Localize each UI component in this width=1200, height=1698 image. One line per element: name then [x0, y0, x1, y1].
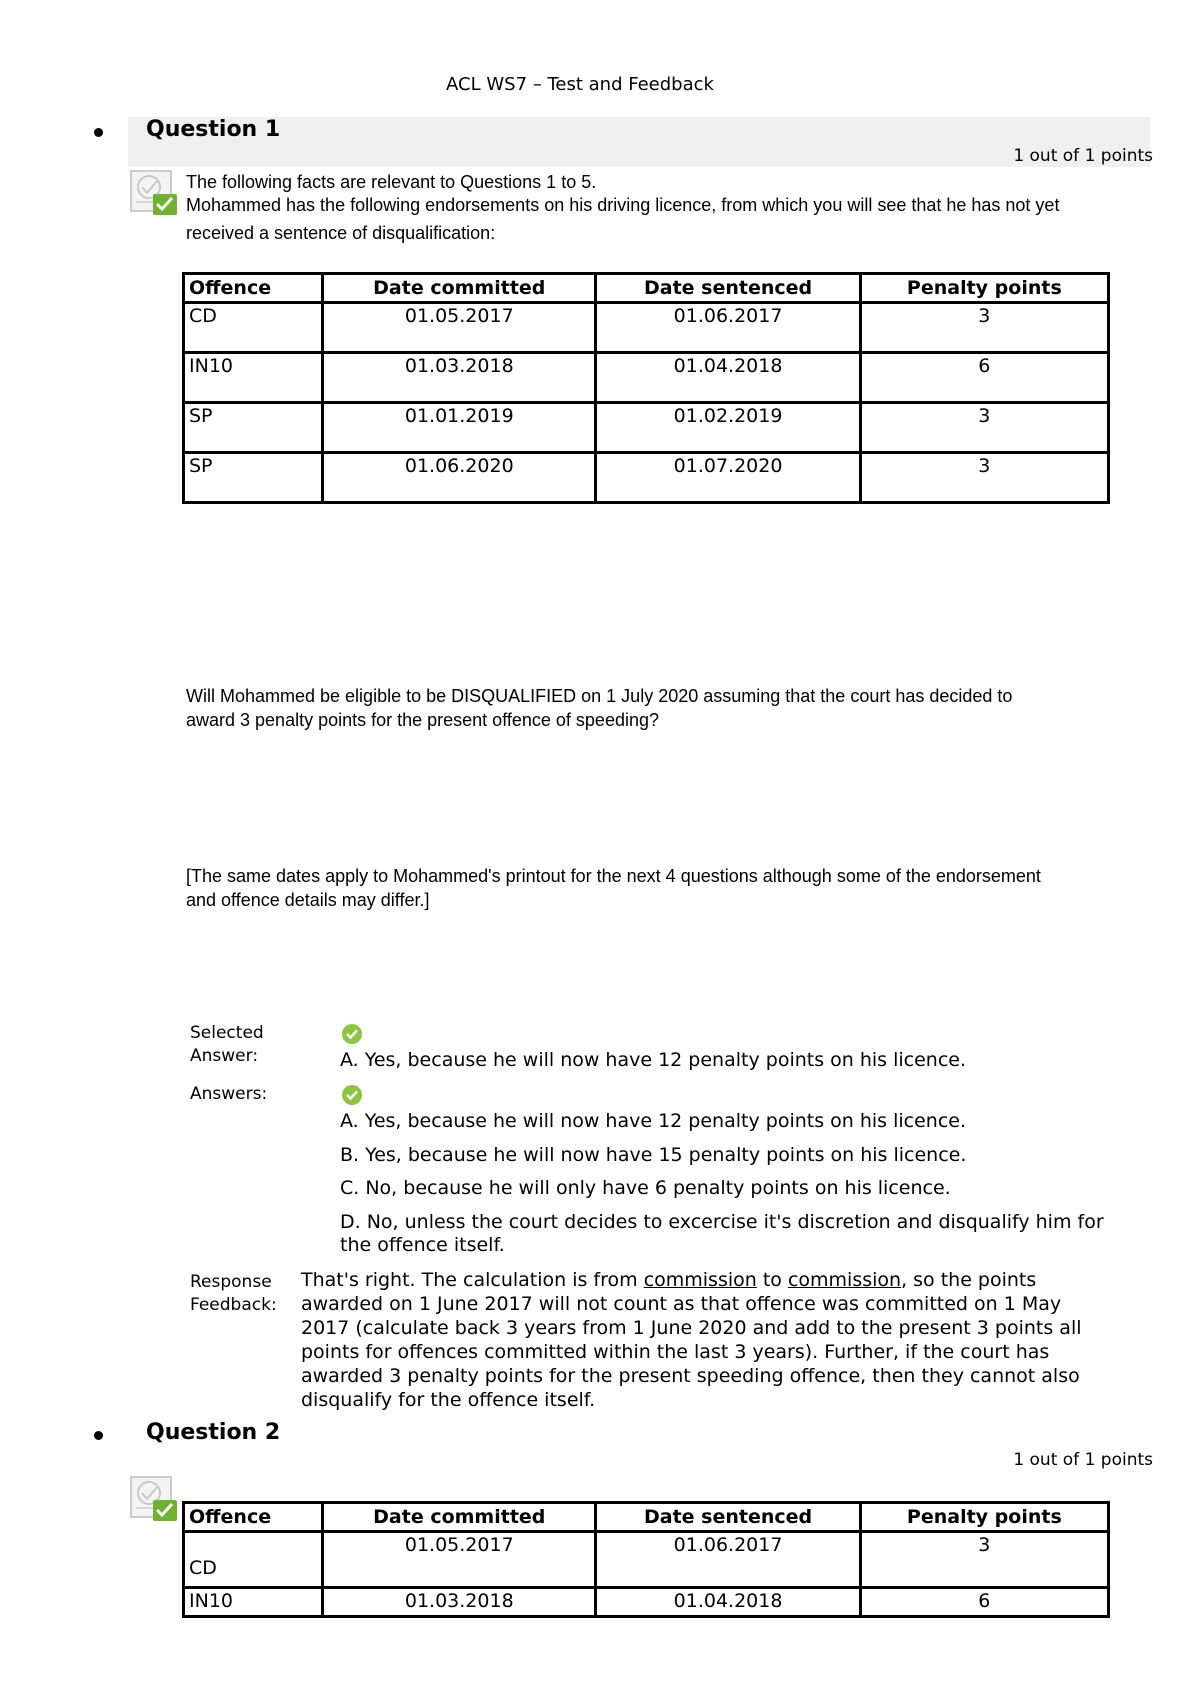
selected-answer-label-1: Selected: [190, 1023, 264, 1043]
table-cell: 6: [860, 353, 1108, 403]
table-cell: 6: [860, 1588, 1108, 1617]
endorsements-table: [182, 272, 1110, 504]
table-cell: 3: [860, 453, 1108, 503]
answer-option-c: C. No, because he will only have 6 penalty points on his licence.: [340, 1177, 951, 1199]
table-cell: IN10: [184, 1588, 323, 1617]
feedback-line: awarded on 1 June 2017 will not count as that offence was committed on 1 May: [301, 1293, 1062, 1315]
answer-option-d-continued: the offence itself.: [340, 1234, 505, 1256]
bullet: [94, 1431, 103, 1440]
feedback-text: to: [756, 1269, 788, 1291]
column-header: Date committed: [323, 274, 596, 303]
table-row: [184, 453, 1109, 503]
table-cell: 01.03.2018: [323, 1588, 596, 1617]
table-cell: CD: [184, 1532, 323, 1588]
answer-option-a: A. Yes, because he will now have 12 penalty points on his licence.: [340, 1110, 967, 1132]
feedback-label-2: Feedback:: [190, 1295, 277, 1315]
table-cell: 01.06.2017: [596, 1532, 860, 1588]
feedback-emphasis: commission: [643, 1269, 757, 1291]
answer-option-b: B. Yes, because he will now have 15 penalty points on his licence.: [340, 1144, 967, 1166]
table-cell: 3: [860, 303, 1108, 353]
table-cell: 01.05.2017: [323, 303, 596, 353]
feedback-text: That's right. The calculation is from: [301, 1269, 644, 1291]
table-cell: 01.02.2019: [596, 403, 860, 453]
feedback-emphasis: commission: [787, 1269, 902, 1291]
table-cell: CD: [184, 303, 323, 353]
table-cell: 01.06.2017: [596, 303, 860, 353]
table-header-row: [184, 1503, 1109, 1532]
table-cell: SP: [184, 403, 323, 453]
table-row: [184, 1532, 1109, 1588]
column-header: Penalty points: [860, 274, 1108, 303]
endorsements-table-q2: [182, 1501, 1110, 1618]
column-header: Date sentenced: [596, 1503, 860, 1532]
feedback-text: , so the points: [901, 1269, 1037, 1291]
question-2-title: Question 2: [146, 1420, 281, 1445]
table-cell: 01.05.2017: [323, 1532, 596, 1588]
table-cell: 01.01.2019: [323, 403, 596, 453]
answers-label: Answers:: [190, 1084, 268, 1104]
table-cell: 01.04.2018: [596, 1588, 860, 1617]
feedback-label-1: Response: [190, 1272, 272, 1292]
intro-text-1: The following facts are relevant to Questions 1 to 5.: [186, 172, 597, 192]
correct-check-icon: [342, 1085, 362, 1105]
question-text-2: award 3 penalty points for the present offence of speeding?: [186, 710, 659, 730]
graded-correct-icon: [130, 170, 178, 216]
table-cell: SP: [184, 453, 323, 503]
question-1-points: 1 out of 1 points: [1013, 146, 1153, 166]
column-header: Date committed: [323, 1503, 596, 1532]
column-header: Offence: [184, 274, 323, 303]
question-text-1: Will Mohammed be eligible to be DISQUALIFIED on 1 July 2020 assuming that the court has decided to: [186, 686, 1013, 706]
graded-correct-icon: [130, 1476, 178, 1522]
feedback-line: points for offences committed within the last 3 years). Further, if the court has: [301, 1341, 1050, 1363]
column-header: Penalty points: [860, 1503, 1108, 1532]
table-row: [184, 303, 1109, 353]
table-cell: 01.03.2018: [323, 353, 596, 403]
column-header: Offence: [184, 1503, 323, 1532]
table-row: [184, 403, 1109, 453]
table-row: [184, 353, 1109, 403]
selected-answer-text: A. Yes, because he will now have 12 penalty points on his licence.: [340, 1049, 967, 1071]
selected-answer-label-2: Answer:: [190, 1046, 259, 1066]
response-feedback: [301, 1268, 1131, 1412]
table-cell: 3: [860, 403, 1108, 453]
question-1-title: Question 1: [146, 117, 281, 142]
correct-check-icon: [342, 1024, 362, 1044]
table-header-row: [184, 274, 1109, 303]
feedback-line: disqualify for the offence itself.: [301, 1389, 596, 1411]
document-title: ACL WS7 – Test and Feedback: [446, 74, 714, 95]
column-header: Date sentenced: [596, 274, 860, 303]
answer-option-d: D. No, unless the court decides to excercise it's discretion and disqualify him for: [340, 1211, 1104, 1233]
intro-text-2: Mohammed has the following endorsements on his driving licence, from which you will see that he has not yet: [186, 195, 1060, 215]
table-row: [184, 1588, 1109, 1617]
table-cell: 01.07.2020: [596, 453, 860, 503]
bullet: [94, 128, 103, 137]
feedback-line: awarded 3 penalty points for the present speeding offence, then they cannot also: [301, 1365, 1080, 1387]
feedback-line: [301, 1268, 1131, 1292]
table-cell: 3: [860, 1532, 1108, 1588]
note-text-2: and offence details may differ.]: [186, 890, 430, 910]
question-2-points: 1 out of 1 points: [1013, 1450, 1153, 1470]
feedback-line: 2017 (calculate back 3 years from 1 June 2020 and add to the present 3 points all: [301, 1317, 1082, 1339]
table-cell: 01.06.2020: [323, 453, 596, 503]
table-cell: 01.04.2018: [596, 353, 860, 403]
table-cell: IN10: [184, 353, 323, 403]
intro-text-3: received a sentence of disqualification:: [186, 223, 496, 243]
note-text-1: [The same dates apply to Mohammed's printout for the next 4 questions although some of the endorsement: [186, 866, 1041, 886]
